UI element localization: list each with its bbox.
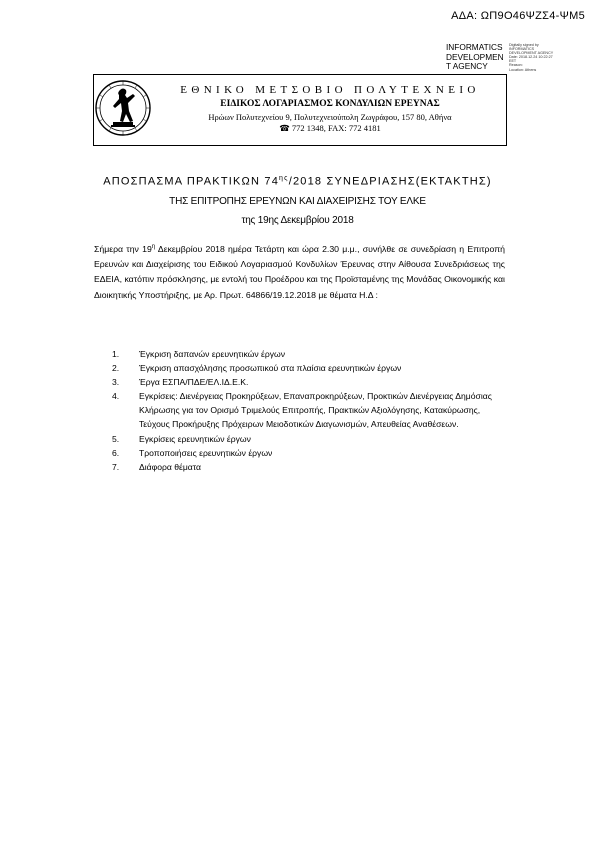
agenda-number: 7. [112,461,120,472]
agenda-number: 3. [112,377,120,388]
agenda-text: Εγκρίσεις: Διενέργειας Προκηρύξεων, Επαναπροκηρύξεων, Προκτικών Διενέργειας Δημόσιας Κλήρωσης για τον Ορισμό Τριμελούς Επιτροπής, Πρακτικών Αξιολόγησης, Κατακύρωσης, Τεύχους Προκήρυξης Πρόχειρων Μειοδοτικών Διαγωνισμών, Απευθείας Αναθέσεων. [139,391,492,430]
document-subtitle: ΤΗΣ ΕΠΙΤΡΟΠΗΣ ΕΡΕΥΝΩΝ ΚΑΙ ΔΙΑΧΕΙΡΙΣΗΣ ΤΟΥ ΕΛΚΕ [169,196,426,207]
letterhead-text [160,84,500,134]
agenda-item [112,347,512,361]
institution-address: Ηρώων Πολυτεχνείου 9, Πολυτεχνειούπολη Ζωγράφου, 157 80, Αθήνα [208,112,452,122]
title-prefix: ΑΠΟΣΠΑΣΜΑ ΠΡΑΚΤΙΚΩΝ 74 [103,175,280,188]
agenda-item [112,460,512,474]
intro-superscript: η [151,244,156,250]
stamp-line: DEVELOPMEN [446,51,504,62]
agenda-number: 4. [112,391,120,402]
agenda-list [112,347,512,474]
agenda-item [112,446,512,460]
stamp-line: INFORMATICS [446,42,503,52]
stamp-signature-details [509,43,554,72]
stamp-detail-line: DEVELOPMENT AGENCY [509,51,554,56]
stamp-detail-line: Digitally signed by [509,43,539,47]
institution-phone [160,123,500,134]
stamp-agency-name [446,43,504,72]
phone-number: 772 1348, FAX: 772 4181 [291,123,381,133]
agenda-text: Έργα ΕΣΠΑ/ΠΔΕ/ΕΛ.ΙΔ.Ε.Κ. [139,377,249,388]
agenda-item [112,389,512,431]
stamp-detail-line: Date: 2018.12.24 10:22:27 [509,55,553,60]
university-seal-logo [94,76,152,142]
agenda-item [112,375,512,389]
agenda-number: 2. [112,363,120,374]
intro-start: Σήμερα την 19 [94,243,152,254]
title-suffix: /2018 ΣΥΝΕΔΡΙΑΣΗΣ(ΕΚΤΑΚΤΗΣ) [288,175,492,188]
intro-paragraph [94,240,505,303]
institution-name: ΕΘΝΙΚΟ ΜΕΤΣΟΒΙΟ ΠΟΛΥΤΕΧΝΕΙΟ [180,84,480,96]
stamp-detail-line: INFORMATICS [509,47,535,52]
document-title [0,175,595,188]
agenda-text: Εγκρίσεις ερευνητικών έργων [139,433,251,444]
digital-signature-stamp [446,42,554,72]
agenda-item [112,361,512,375]
agenda-number: 6. [112,447,120,458]
agenda-number: 1. [112,349,120,359]
ada-code: ΑΔΑ: ΩΠ9Ο46ΨΖΣ4-ΨΜ5 [451,10,585,22]
institution-subtitle: ΕΙΔΙΚΟΣ ΛΟΓΑΡΙΑΣΜΟΣ ΚΟΝΔΥΛΙΩΝ ΕΡΕΥΝΑΣ [220,99,440,109]
agenda-text: Έγκριση απασχόλησης προσωπικού στα πλαίσια ερευνητικών έργων [139,363,402,374]
title-superscript: ης [279,175,289,182]
phone-icon: ☎ [279,123,290,133]
stamp-line: T AGENCY [446,61,488,71]
document-date: της 19ης Δεκεμβρίου 2018 [241,215,354,226]
agenda-text: Τροποποιήσεις ερευνητικών έργων [139,447,273,458]
agenda-number: 5. [112,433,120,444]
agenda-text: Έγκριση δαπανών ερευνητικών έργων [139,349,286,359]
stamp-detail-line: Location: Athens [509,67,537,72]
agenda-text: Διάφορα θέματα [139,461,201,472]
stamp-detail-line: Reason: [509,63,523,68]
intro-rest: Δεκεμβρίου 2018 ημέρα Τετάρτη και ώρα 2.30 μ.μ., συνήλθε σε συνεδρίαση η Επιτροπή Ερευνών και Διαχείρισης του Ειδικού Λογαριασμού Κονδυλίων Έρευνας στην Αίθουσα Συνεδριάσεως της ΕΔΕΙΑ, κατόπιν πρόσκλησης, με εντολή του Προέδρου και της Προϊσταμένης της Μονάδας Οικονομικής και Διοικητικής Υποστήριξης, με Αρ. Πρωτ. 64866/19.12.2018 με θέματα Η.Δ : [94,243,505,300]
stamp-detail-line: EET [509,59,517,64]
agenda-item [112,432,512,446]
